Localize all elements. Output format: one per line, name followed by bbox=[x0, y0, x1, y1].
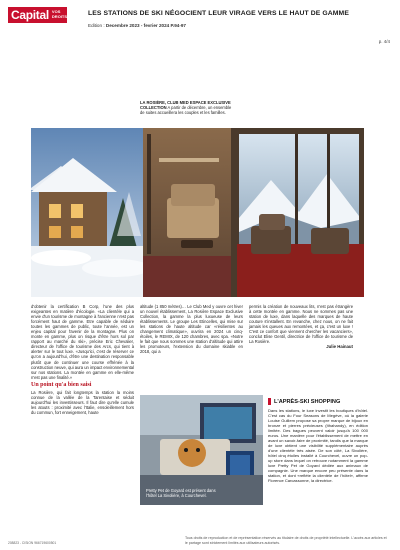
box-title-marker bbox=[268, 398, 271, 405]
col2-paragraph: altitude (1 850 mètres)… Le Club Med y ouvre cet hiver un nouvel établissement, La Rosière Espace Exclusive Collection, la gamme la plus luxueuse de leurs établissements. Le groupe Les Etincelles, qui mise sur les stations de haute altitude car «résilientes au changement climatique», ouvrira en 2024 un cinq-étoiles, le REMIX, de 120 chambres, avec spa. «Notre le fait que nous sommes une station d'altitude qui attire les promoteurs, l'extension du domaine skiable en 2018, qui a bbox=[140, 304, 243, 355]
edition-label: Edition : bbox=[88, 23, 106, 28]
apres-ski-box bbox=[268, 398, 368, 483]
photo-caption bbox=[140, 100, 232, 115]
article-headline: LES STATIONS DE SKI NÉGOCIENT LEUR VIRAGE VERS LE HAUT DE GAMME bbox=[88, 10, 349, 17]
article-column-1 bbox=[31, 304, 134, 415]
article-column-2 bbox=[140, 304, 243, 354]
subheading: Un point qu'a bien saisi bbox=[31, 381, 92, 388]
box-title bbox=[268, 398, 368, 405]
logo-tag: VOS DROITS bbox=[52, 7, 67, 23]
edition-line bbox=[88, 23, 186, 28]
article-column-3 bbox=[249, 304, 353, 349]
col3-paragraph: permis la création de nouveaux lits, n'est pas étrangère à cette montée en gamme. Nous ne sommes pas une station de luxe, dans laquelle des marques de haute couture s'installent. En revanche, chez nous, on ne fait jamais les queues aux remontées, et ça, c'est un luxe ! C'est ce confort que viennent chercher les vacanciers», conclut Elise Gentil, directrice de l'office de tourisme de La Rosière. bbox=[249, 304, 353, 345]
hero-photo-illustration bbox=[31, 128, 364, 297]
capital-logo bbox=[8, 7, 67, 23]
hero-photo bbox=[31, 128, 364, 297]
logo-wordmark: Capital bbox=[8, 7, 52, 23]
shop-photo bbox=[140, 395, 263, 505]
box-title-text: L'APRÈS-SKI SHOPPING bbox=[274, 398, 341, 405]
col1-paragraph-2: La Rosière, qui fait longtemps la station la moins connue de la vallée de la Tarentaise et séduit aujourd'hui les investisseurs. Il faut dire qu'elle cumule les atouts : proximité avec l'Italie, ensoleillement hors du commun, fort enneigement, haute bbox=[31, 389, 134, 415]
page-number: p. 4/4 bbox=[378, 39, 390, 44]
rights-notice: Tous droits de reproduction et de représentation réservés au titulaire de droits de propriété intellectuelle. L'accès aux articles et le partage sont strictement limités aux utilisateurs autorisés. bbox=[185, 536, 387, 545]
caption-head: LA ROSIÈRE, CLUB MED ESPACE EXCLUSIVE COLLECTION bbox=[140, 100, 231, 111]
col1-paragraph: d'obtenir la certification B Corp, l'une des plus exigeantes en matière d'écologie. «La clientèle qui a envie d'un tourisme de montagne à l'ancienne n'est pas forcément haut de gamme. Etre capable de séduire toutes les gammes de public, toute l'année, est un enjeu capital pour l'avenir de la montagne. Plus on monte en gamme, plus on risque d'être hors sol par rapport au marché du ski», précise Eric Chevalier, directeur de l'office de tourisme des Arcs, qui tient à alerter sur le tout luxe. «Jusqu'ici, c'est de réserver ce qu'on a aujourd'hui, d'être une destination responsable plutôt que de continuer une course effrénée à la construction neuve, qui aura un impact environnemental sur nos stations. La montée en gamme en elle-même n'est pas une finalité.» bbox=[31, 304, 134, 380]
box-body: Dans les stations, le luxe investit les boutiques d'hôtel. C'est cas du Four Seasons de Megève, où la galerie Louise Guillem propose sa propre marque de bijoux en bronze et pierres précieuses (Ithahandy), en édition limitée. Des bagues peuvent valoir jusqu'à 100 000 euros. Une manière pour l'établissement de mettre en avant un savoir-faire de proximité, tandis que la marque de luxe obtient une visibilité supplémentaire auprès d'une clientèle très aisée. De son côté, La Sivolière, hôtel cinq étoiles installé à Courchevel, ouvre un pop-up store dans lequel on retrouve notamment la gamme luxe Pretty Pet de Goyard dédiée aux animaux de compagnie. Une marque encore peu présente dans la station, et dont «reflète la clientèle de l'hôtel», affirme Florence Carcassonne, la directrice. bbox=[268, 408, 368, 483]
caption-text: A partir de décembre, un ensemble de suites accueillera les couples et les familles. bbox=[140, 105, 232, 116]
shop-photo-caption: Pretty Pet de Goyard est présent dans l'hôtel La Sivolière, à Courchevel. bbox=[146, 488, 216, 498]
edition-value: Decembre 2023 - fevrier 2024 P.94-97 bbox=[105, 23, 186, 28]
footer-id: 208823 - CISION 966719600501 bbox=[8, 541, 57, 545]
author-signature: Julie Hainaut bbox=[326, 344, 353, 350]
